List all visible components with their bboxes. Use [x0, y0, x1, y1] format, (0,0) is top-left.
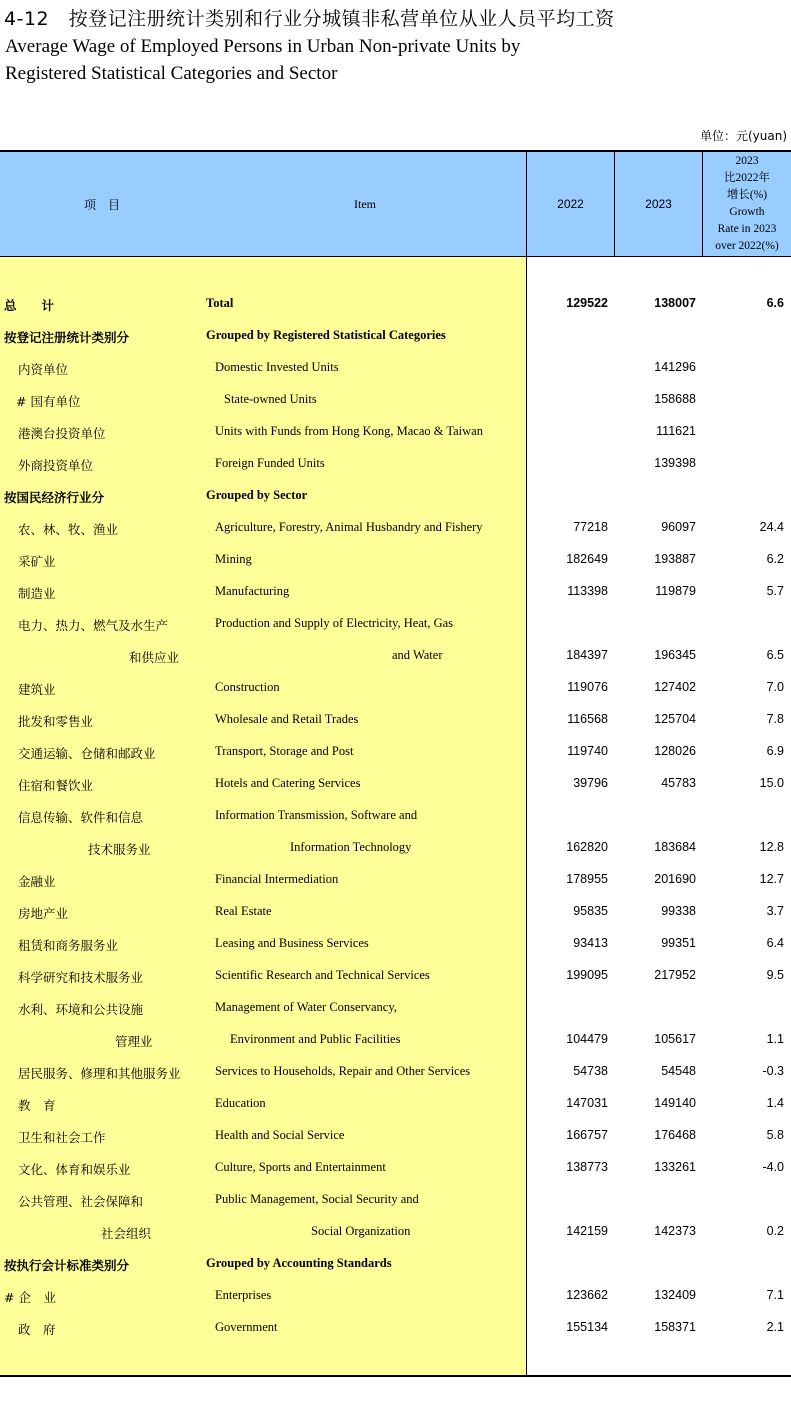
- row-label-cn: 总 计: [4, 298, 55, 313]
- row-label-en: Foreign Funded Units: [215, 456, 325, 470]
- value-2023: 45783: [661, 776, 696, 790]
- row-label-en: Manufacturing: [215, 584, 290, 598]
- value-2023: 217952: [654, 968, 696, 982]
- row-label-cn: 按登记注册统计类别分: [4, 330, 130, 345]
- row-label-cn: 技术服务业: [88, 842, 151, 857]
- row-label-cn: 租赁和商务服务业: [18, 938, 119, 953]
- row-label-cn: 政 府: [18, 1322, 56, 1337]
- table-row: [0, 352, 791, 384]
- row-label-cn: 采矿业: [18, 554, 56, 569]
- value-growth: 24.4: [759, 520, 784, 534]
- header-growth-line: 比2022年: [724, 172, 770, 184]
- table-row: [0, 1088, 791, 1120]
- value-2023: 125704: [654, 712, 696, 726]
- row-label-cn: 外商投资单位: [18, 458, 94, 473]
- value-2023: 196345: [654, 648, 696, 662]
- row-label-en: Grouped by Sector: [206, 488, 308, 502]
- table-row: [0, 704, 791, 736]
- table-row: [0, 288, 791, 320]
- value-2023: 201690: [654, 872, 696, 886]
- value-2023: 99351: [661, 936, 696, 950]
- table-row: [0, 832, 791, 864]
- table-row: [0, 1280, 791, 1312]
- value-growth: 7.0: [766, 680, 784, 694]
- table-row: [0, 928, 791, 960]
- value-growth: 12.7: [759, 872, 784, 886]
- header-growth-line: 增长(%): [726, 189, 768, 201]
- row-label-en: Domestic Invested Units: [215, 360, 339, 374]
- row-label-cn: 港澳台投资单位: [18, 426, 106, 441]
- row-label-cn: 按执行会计标准类别分: [4, 1258, 130, 1273]
- unit-label: 单位：元(yuan): [699, 129, 787, 143]
- value-2023: 183684: [654, 840, 696, 854]
- value-growth: 9.5: [766, 968, 784, 982]
- value-2022: 138773: [566, 1160, 608, 1174]
- value-2023: 111621: [656, 424, 696, 438]
- header-2022: [527, 152, 614, 256]
- row-label-en: Health and Social Service: [215, 1128, 345, 1142]
- table-row: [0, 800, 791, 832]
- table-row: [0, 768, 791, 800]
- value-2022: 77218: [573, 520, 608, 534]
- value-growth: 6.2: [766, 552, 784, 566]
- value-2022: 199095: [566, 968, 608, 982]
- row-label-cn: # 国有单位: [16, 394, 81, 409]
- row-label-cn: 社会组织: [101, 1226, 152, 1241]
- value-2023: 127402: [654, 680, 696, 694]
- value-2023: 99338: [661, 904, 696, 918]
- value-growth: 6.6: [766, 296, 784, 310]
- row-label-cn: 批发和零售业: [18, 714, 94, 729]
- header-2023-text: 2023: [645, 197, 672, 211]
- row-label-en: State-owned Units: [224, 392, 317, 406]
- row-label-cn: 管理业: [115, 1034, 153, 1049]
- header-2022-text: 2022: [557, 197, 584, 211]
- row-label-en: Agriculture, Forestry, Animal Husbandry and Fishery: [215, 520, 483, 534]
- header-2023: [615, 152, 702, 256]
- row-label-cn: 教 育: [18, 1098, 56, 1113]
- row-label-en: Real Estate: [215, 904, 272, 918]
- column-divider: [702, 152, 703, 256]
- value-2023: 193887: [654, 552, 696, 566]
- value-2022: 142159: [566, 1224, 608, 1238]
- header-growth-line: over 2022(%): [715, 240, 779, 252]
- table-title-en-line2: Registered Statistical Categories and Sector: [5, 63, 338, 84]
- row-label-en: Public Management, Social Security and: [215, 1192, 419, 1206]
- row-label-cn: 按国民经济行业分: [4, 490, 105, 505]
- header-item-en-text: Item: [354, 196, 376, 211]
- header-growth-line: 2023: [735, 155, 759, 167]
- row-label-en: Grouped by Registered Statistical Categories: [206, 328, 446, 342]
- value-2023: 141296: [654, 360, 696, 374]
- value-2023: 142373: [654, 1224, 696, 1238]
- row-label-cn: 卫生和社会工作: [18, 1130, 106, 1145]
- table-row: [0, 480, 791, 512]
- value-2022: 54738: [573, 1064, 608, 1078]
- value-2023: 158371: [654, 1320, 696, 1334]
- table-row: [0, 672, 791, 704]
- value-2022: 39796: [573, 776, 608, 790]
- table-row: [0, 320, 791, 352]
- value-2023: 105617: [654, 1032, 696, 1046]
- row-label-cn: 住宿和餐饮业: [18, 778, 94, 793]
- header-growth: [703, 152, 791, 256]
- value-growth: 6.5: [766, 648, 784, 662]
- row-label-cn: 居民服务、修理和其他服务业: [18, 1066, 181, 1081]
- value-2022: 95835: [573, 904, 608, 918]
- row-label-en: Leasing and Business Services: [215, 936, 369, 950]
- value-2022: 116568: [567, 712, 608, 726]
- table-row: [0, 864, 791, 896]
- value-2022: 129522: [566, 296, 608, 310]
- header-growth-line: Rate in 2023: [717, 223, 777, 235]
- table-row: [0, 960, 791, 992]
- row-label-en: Environment and Public Facilities: [230, 1032, 401, 1046]
- value-2022: 119076: [567, 680, 608, 694]
- value-2022: 119740: [567, 744, 608, 758]
- row-label-en: Units with Funds from Hong Kong, Macao & Taiwan: [215, 424, 483, 438]
- value-2023: 133261: [654, 1160, 696, 1174]
- value-growth: 0.2: [766, 1224, 784, 1238]
- value-2022: 123662: [566, 1288, 608, 1302]
- table-row: [0, 1024, 791, 1056]
- row-label-en: Information Technology: [290, 840, 412, 854]
- value-growth: 1.4: [766, 1096, 784, 1110]
- table-row: [0, 736, 791, 768]
- row-label-en: Government: [215, 1320, 278, 1334]
- row-label-en: Grouped by Accounting Standards: [206, 1256, 392, 1270]
- value-2023: 176468: [654, 1128, 696, 1142]
- header-item-en: [204, 152, 526, 256]
- row-label-en: Culture, Sports and Entertainment: [215, 1160, 386, 1174]
- value-growth: 12.8: [759, 840, 784, 854]
- value-2022: 162820: [566, 840, 608, 854]
- header-item-cn: [0, 152, 204, 256]
- value-2023: 119879: [655, 584, 696, 598]
- value-2023: 132409: [654, 1288, 696, 1302]
- header-growth-line: Growth: [729, 206, 765, 218]
- value-2022: 166757: [566, 1128, 608, 1142]
- value-2023: 54548: [661, 1064, 696, 1078]
- value-growth: 6.9: [766, 744, 784, 758]
- row-label-en: Total: [206, 296, 234, 310]
- table-row: [0, 1120, 791, 1152]
- row-label-en: Enterprises: [215, 1288, 272, 1302]
- table-row: [0, 1248, 791, 1280]
- row-label-cn: 电力、热力、燃气及水生产: [18, 618, 169, 633]
- row-label-en: Scientific Research and Technical Services: [215, 968, 430, 982]
- table-row: [0, 992, 791, 1024]
- value-2023: 96097: [661, 520, 696, 534]
- row-label-cn: # 企 业: [4, 1290, 56, 1305]
- value-growth: 5.8: [766, 1128, 784, 1142]
- value-2022: 182649: [566, 552, 608, 566]
- table-row: [0, 1216, 791, 1248]
- value-growth: 15.0: [759, 776, 784, 790]
- table-title-cn: 4-12 按登记注册统计类别和行业分城镇非私营单位从业人员平均工资: [4, 8, 615, 30]
- value-2022: 147031: [566, 1096, 608, 1110]
- table-row: [0, 896, 791, 928]
- row-label-cn: 建筑业: [18, 682, 56, 697]
- value-growth: 1.1: [766, 1032, 784, 1046]
- value-2023: 149140: [654, 1096, 696, 1110]
- value-2023: 158688: [654, 392, 696, 406]
- table-row: [0, 448, 791, 480]
- table-row: [0, 608, 791, 640]
- row-label-en: Services to Households, Repair and Other Services: [215, 1064, 471, 1078]
- table-row: [0, 640, 791, 672]
- table-title-en-line1: Average Wage of Employed Persons in Urban Non-private Units by: [5, 36, 521, 57]
- row-label-cn: 和供应业: [129, 650, 180, 665]
- table-row: [0, 1312, 791, 1344]
- row-label-cn: 房地产业: [18, 906, 69, 921]
- row-label-en: Education: [215, 1096, 266, 1110]
- value-2023: 139398: [654, 456, 696, 470]
- row-label-en: Mining: [215, 552, 252, 566]
- value-2023: 128026: [654, 744, 696, 758]
- header-item-cn-text: 项 目: [83, 197, 120, 212]
- value-growth: 3.7: [766, 904, 784, 918]
- value-growth: 5.7: [766, 584, 784, 598]
- value-2022: 184397: [566, 648, 608, 662]
- value-growth: -4.0: [762, 1160, 784, 1174]
- row-label-cn: 交通运输、仓储和邮政业: [18, 746, 156, 761]
- table-row: [0, 544, 791, 576]
- row-label-cn: 文化、体育和娱乐业: [18, 1162, 131, 1177]
- row-label-en: Construction: [215, 680, 280, 694]
- table-row: [0, 1152, 791, 1184]
- row-label-en: Transport, Storage and Post: [215, 744, 354, 758]
- table-row: [0, 1056, 791, 1088]
- row-label-cn: 水利、环境和公共设施: [18, 1002, 144, 1017]
- row-label-cn: 内资单位: [18, 362, 69, 377]
- value-growth: 7.1: [766, 1288, 784, 1302]
- table-bottom-rule: [0, 1375, 791, 1377]
- value-growth: 7.8: [766, 712, 784, 726]
- row-label-en: Financial Intermediation: [215, 872, 339, 886]
- row-label-cn: 科学研究和技术服务业: [18, 970, 144, 985]
- value-2022: 155134: [566, 1320, 608, 1334]
- row-label-en: Wholesale and Retail Trades: [215, 712, 359, 726]
- column-divider: [614, 152, 615, 256]
- table-row: [0, 1184, 791, 1216]
- value-2023: 138007: [654, 296, 696, 310]
- value-growth: -0.3: [762, 1064, 784, 1078]
- row-label-en: Information Transmission, Software and: [215, 808, 418, 822]
- row-label-en: and Water: [392, 648, 443, 662]
- row-label-en: Social Organization: [311, 1224, 411, 1238]
- table-row: [0, 512, 791, 544]
- row-label-en: Production and Supply of Electricity, Heat, Gas: [215, 616, 454, 630]
- row-label-cn: 公共管理、社会保障和: [18, 1194, 144, 1209]
- value-2022: 104479: [566, 1032, 608, 1046]
- row-label-en: Management of Water Conservancy,: [215, 1000, 397, 1014]
- row-label-cn: 农、林、牧、渔业: [18, 522, 119, 537]
- row-label-en: Hotels and Catering Services: [215, 776, 361, 790]
- table-row: [0, 416, 791, 448]
- table-row: [0, 384, 791, 416]
- value-growth: 6.4: [766, 936, 784, 950]
- value-2022: 113398: [567, 584, 608, 598]
- value-growth: 2.1: [766, 1320, 784, 1334]
- row-label-cn: 制造业: [18, 586, 56, 601]
- row-label-cn: 信息传输、软件和信息: [18, 810, 144, 825]
- value-2022: 93413: [573, 936, 608, 950]
- table-row: [0, 576, 791, 608]
- value-2022: 178955: [566, 872, 608, 886]
- row-label-cn: 金融业: [18, 874, 56, 889]
